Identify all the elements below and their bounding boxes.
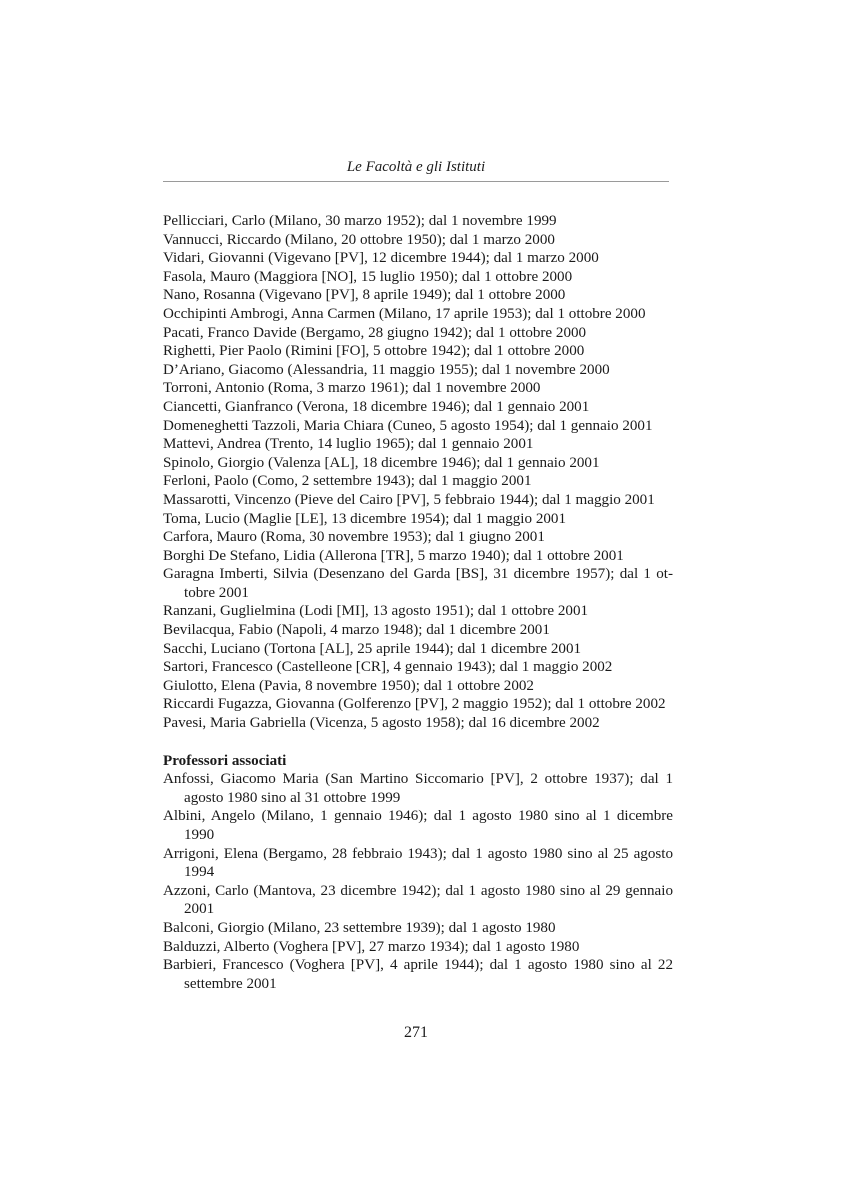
list-item: Garagna Imberti, Silvia (Desenzano del Garda [BS], 31 dicembre 1957); dal 1 ot-tobre 2001 bbox=[163, 566, 673, 601]
list-item: Occhipinti Ambrogi, Anna Carmen (Milano, 17 aprile 1953); dal 1 ottobre 2000 bbox=[163, 305, 646, 322]
list-item: Mattevi, Andrea (Trento, 14 luglio 1965); dal 1 gennaio 2001 bbox=[163, 436, 534, 453]
list-item: Massarotti, Vincenzo (Pieve del Cairo [PV], 5 febbraio 1944); dal 1 maggio 2001 bbox=[163, 491, 655, 508]
ordinari-list bbox=[163, 212, 673, 733]
list-item: Vidari, Giovanni (Vigevano [PV], 12 dicembre 1944); dal 1 marzo 2000 bbox=[163, 250, 599, 267]
list-item: Sartori, Francesco (Castelleone [CR], 4 gennaio 1943); dal 1 maggio 2002 bbox=[163, 659, 613, 676]
list-item: Fasola, Mauro (Maggiora [NO], 15 luglio 1950); dal 1 ottobre 2000 bbox=[163, 268, 573, 285]
list-item: Borghi De Stefano, Lidia (Allerona [TR], 5 marzo 1940); dal 1 ottobre 2001 bbox=[163, 547, 624, 564]
list-item: Arrigoni, Elena (Bergamo, 28 febbraio 1943); dal 1 agosto 1980 sino al 25 agosto 1994 bbox=[163, 845, 673, 881]
page-number: 271 bbox=[404, 1024, 428, 1041]
list-item: D’Ariano, Giacomo (Alessandria, 11 maggio 1955); dal 1 novembre 2000 bbox=[163, 361, 610, 378]
list-item: Albini, Angelo (Milano, 1 gennaio 1946); dal 1 agosto 1980 sino al 1 dicembre 1990 bbox=[163, 808, 673, 843]
list-item: Pellicciari, Carlo (Milano, 30 marzo 1952); dal 1 novembre 1999 bbox=[163, 213, 557, 229]
header-rule bbox=[163, 181, 669, 182]
list-item: Anfossi, Giacomo Maria (San Martino Siccomario [PV], 2 ottobre 1937); dal 1 agosto 1980 sino al 31 ottobre 1999 bbox=[163, 771, 673, 806]
list-item: Vannucci, Riccardo (Milano, 20 ottobre 1950); dal 1 marzo 2000 bbox=[163, 231, 555, 248]
list-item: Toma, Lucio (Maglie [LE], 13 dicembre 1954); dal 1 maggio 2001 bbox=[163, 510, 567, 527]
list-item: Ciancetti, Gianfranco (Verona, 18 dicembre 1946); dal 1 gennaio 2001 bbox=[163, 398, 590, 415]
list-item: Torroni, Antonio (Roma, 3 marzo 1961); dal 1 novembre 2000 bbox=[163, 380, 541, 397]
page-body bbox=[163, 212, 673, 993]
list-item: Azzoni, Carlo (Mantova, 23 dicembre 1942); dal 1 agosto 1980 sino al 29 gennaio 2001 bbox=[163, 882, 673, 918]
list-item: Pavesi, Maria Gabriella (Vicenza, 5 agosto 1958); dal 16 dicembre 2002 bbox=[163, 715, 600, 732]
list-item: Domeneghetti Tazzoli, Maria Chiara (Cuneo, 5 agosto 1954); dal 1 gennaio 2001 bbox=[163, 417, 653, 434]
list-item: Ferloni, Paolo (Como, 2 settembre 1943); dal 1 maggio 2001 bbox=[163, 473, 532, 490]
list-item: Righetti, Pier Paolo (Rimini [FO], 5 ottobre 1942); dal 1 ottobre 2000 bbox=[163, 343, 585, 360]
list-item: Nano, Rosanna (Vigevano [PV], 8 aprile 1949); dal 1 ottobre 2000 bbox=[163, 287, 566, 304]
list-item: Balconi, Giorgio (Milano, 23 settembre 1939); dal 1 agosto 1980 bbox=[163, 919, 556, 936]
list-item: Barbieri, Francesco (Voghera [PV], 4 aprile 1944); dal 1 agosto 1980 sino al 22 settembre 2001 bbox=[163, 957, 673, 992]
section-title-associati: Professori associati bbox=[163, 752, 287, 769]
running-title: Le Facoltà e gli Istituti bbox=[346, 159, 486, 175]
list-item: Balduzzi, Alberto (Voghera [PV], 27 marzo 1934); dal 1 agosto 1980 bbox=[163, 938, 580, 955]
associati-list bbox=[163, 770, 673, 993]
list-item: Ranzani, Guglielmina (Lodi [MI], 13 agosto 1951); dal 1 ottobre 2001 bbox=[163, 603, 589, 620]
list-item: Sacchi, Luciano (Tortona [AL], 25 aprile 1944); dal 1 dicembre 2001 bbox=[163, 640, 582, 657]
list-item: Carfora, Mauro (Roma, 30 novembre 1953); dal 1 giugno 2001 bbox=[163, 529, 545, 546]
list-item: Riccardi Fugazza, Giovanna (Golferenzo [PV], 2 maggio 1952); dal 1 ottobre 2002 bbox=[163, 696, 666, 713]
list-item: Bevilacqua, Fabio (Napoli, 4 marzo 1948); dal 1 dicembre 2001 bbox=[163, 622, 550, 639]
list-item: Pacati, Franco Davide (Bergamo, 28 giugno 1942); dal 1 ottobre 2000 bbox=[163, 324, 587, 341]
list-item: Giulotto, Elena (Pavia, 8 novembre 1950); dal 1 ottobre 2002 bbox=[163, 677, 534, 694]
list-item: Spinolo, Giorgio (Valenza [AL], 18 dicembre 1946); dal 1 gennaio 2001 bbox=[163, 454, 600, 471]
